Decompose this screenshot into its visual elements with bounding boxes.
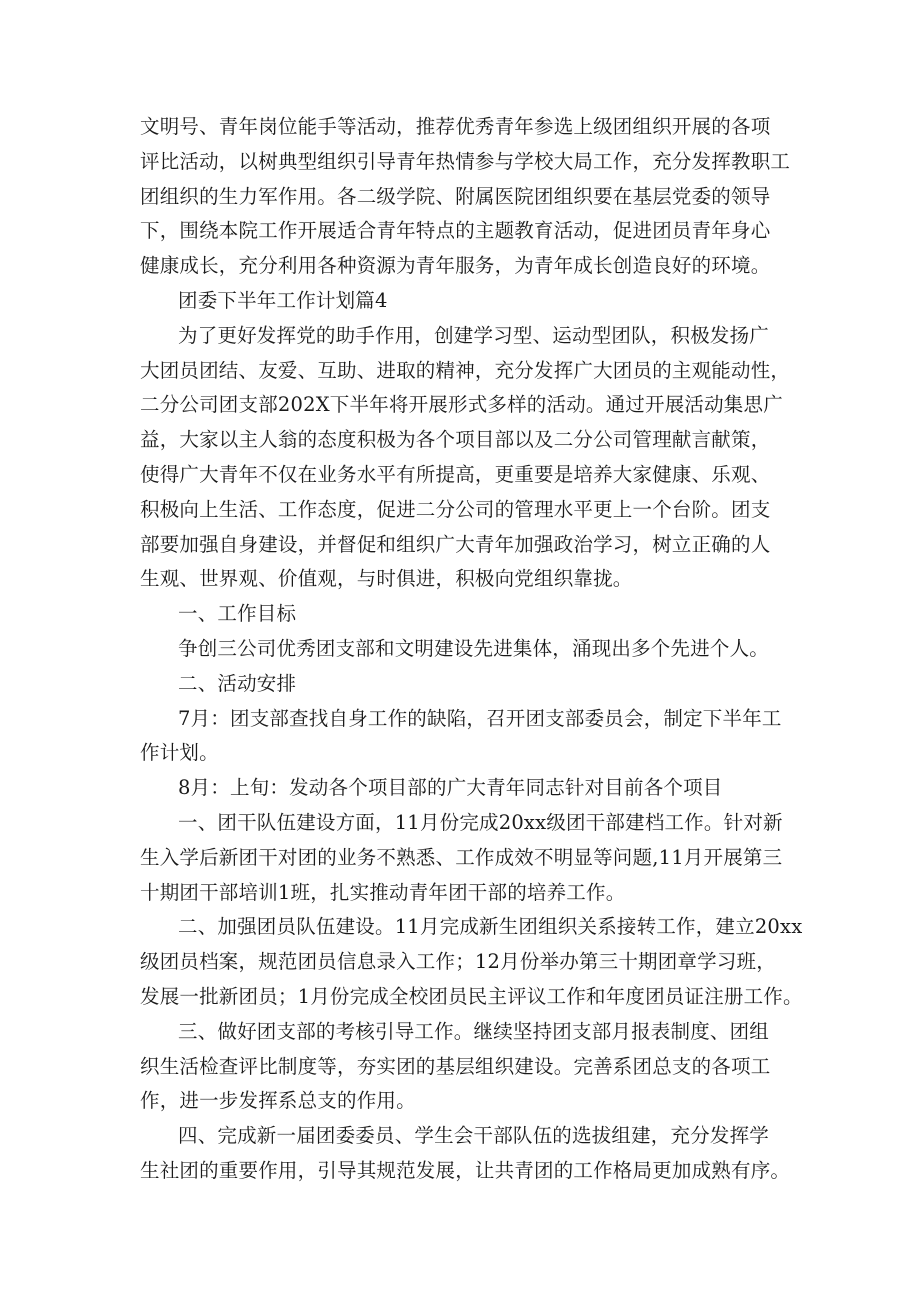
text-line: 三、做好团支部的考核引导工作。继续坚持团支部月报表制度、团组: [178, 1019, 770, 1043]
text-line: 文明号、青年岗位能手等活动，推荐优秀青年参选上级团组织开展的各项: [140, 115, 771, 138]
text-line: 下，围绕本院工作开展适合青年特点的主题教育活动，促进团员青年身心: [140, 219, 771, 243]
text-line: 使得广大青年不仅在业务水平有所提高，更重要是培养大家健康、乐观、: [140, 462, 771, 486]
july-plan: [140, 702, 795, 772]
text-line: 评比活动，以树典型组织引导青年热情参与学校大局工作，充分发挥教职工: [140, 149, 791, 173]
document-page: [140, 110, 803, 1189]
text-line: 二分公司团支部202X下半年将开展形式多样的活动。通过开展活动集思广: [140, 393, 783, 417]
text-line: 7月：团支部查找自身工作的缺陷，召开团支部委员会，制定下半年工: [178, 706, 782, 730]
text-line: 十期团干部培训1班，扎实推动青年团干部的培养工作。: [140, 880, 626, 904]
text-line: 级团员档案，规范团员信息录入工作；12月份举办第三十期团章学习班，: [140, 950, 776, 974]
text-line: 作，进一步发挥系总支的作用。: [140, 1089, 416, 1113]
text-line: 发展一批新团员；1月份完成全校团员民主评议工作和年度团员证注册工作。: [140, 984, 803, 1008]
goal-text: 争创三公司优秀团支部和文明建设先进集体，涌现出多个先进个人。: [178, 636, 770, 660]
item-2: [140, 910, 803, 1014]
item-4: [140, 1119, 795, 1189]
text-line: 织生活检查评比制度等，夯实团的基层组织建设。完善系团总支的各项工: [140, 1054, 771, 1078]
text-line: 生入学后新团干对团的业务不熟悉、工作成效不明显等问题,11月开展第三: [140, 845, 783, 869]
text-line: 作计划。: [140, 741, 219, 765]
text-line: 四、完成新一届团委委员、学生会干部队伍的选拔组建，充分发挥学: [178, 1124, 770, 1148]
item-1: [140, 806, 795, 910]
heading-activities: 二、活动安排: [178, 671, 297, 695]
text-line: 生观、世界观、价值观，与时俱进，积极向党组织靠拢。: [140, 567, 633, 591]
text-line: 为了更好发挥党的助手作用，创建学习型、运动型团队，积极发扬广: [178, 323, 770, 347]
intro-paragraph: [140, 110, 795, 284]
item-3: [140, 1015, 795, 1119]
text-line: 积极向上生活、工作态度，促进二分公司的管理水平更上一个台阶。团支: [140, 497, 771, 521]
text-line: 健康成长，充分利用各种资源为青年服务，为青年成长创造良好的环境。: [140, 254, 771, 278]
text-line: 一、团干队伍建设方面，11月份完成20xx级团干部建档工作。针对新: [178, 810, 783, 834]
text-line: 部要加强自身建设，并督促和组织广大青年加强政治学习，树立正确的人: [140, 532, 771, 556]
august-plan: 8月：上旬：发动各个项目部的广大青年同志针对目前各个项目: [178, 776, 723, 800]
heading-goal: 一、工作目标: [178, 602, 297, 626]
section-title: 团委下半年工作计划篇4: [178, 288, 388, 312]
text-line: 团组织的生力军作用。各二级学院、附属医院团组织要在基层党委的领导: [140, 184, 771, 208]
text-line: 生社团的重要作用，引导其规范发展，让共青团的工作格局更加成熟有序。: [140, 1158, 791, 1182]
text-line: 大团员团结、友爱、互助、进取的精神，充分发挥广大团员的主观能动性，: [140, 358, 791, 382]
text-line: 益，大家以主人翁的态度积极为各个项目部以及二分公司管理献言献策，: [140, 428, 771, 452]
text-line: 二、加强团员队伍建设。11月完成新生团组织关系接转工作，建立20xx: [178, 915, 803, 939]
paragraph-1: [140, 319, 795, 597]
